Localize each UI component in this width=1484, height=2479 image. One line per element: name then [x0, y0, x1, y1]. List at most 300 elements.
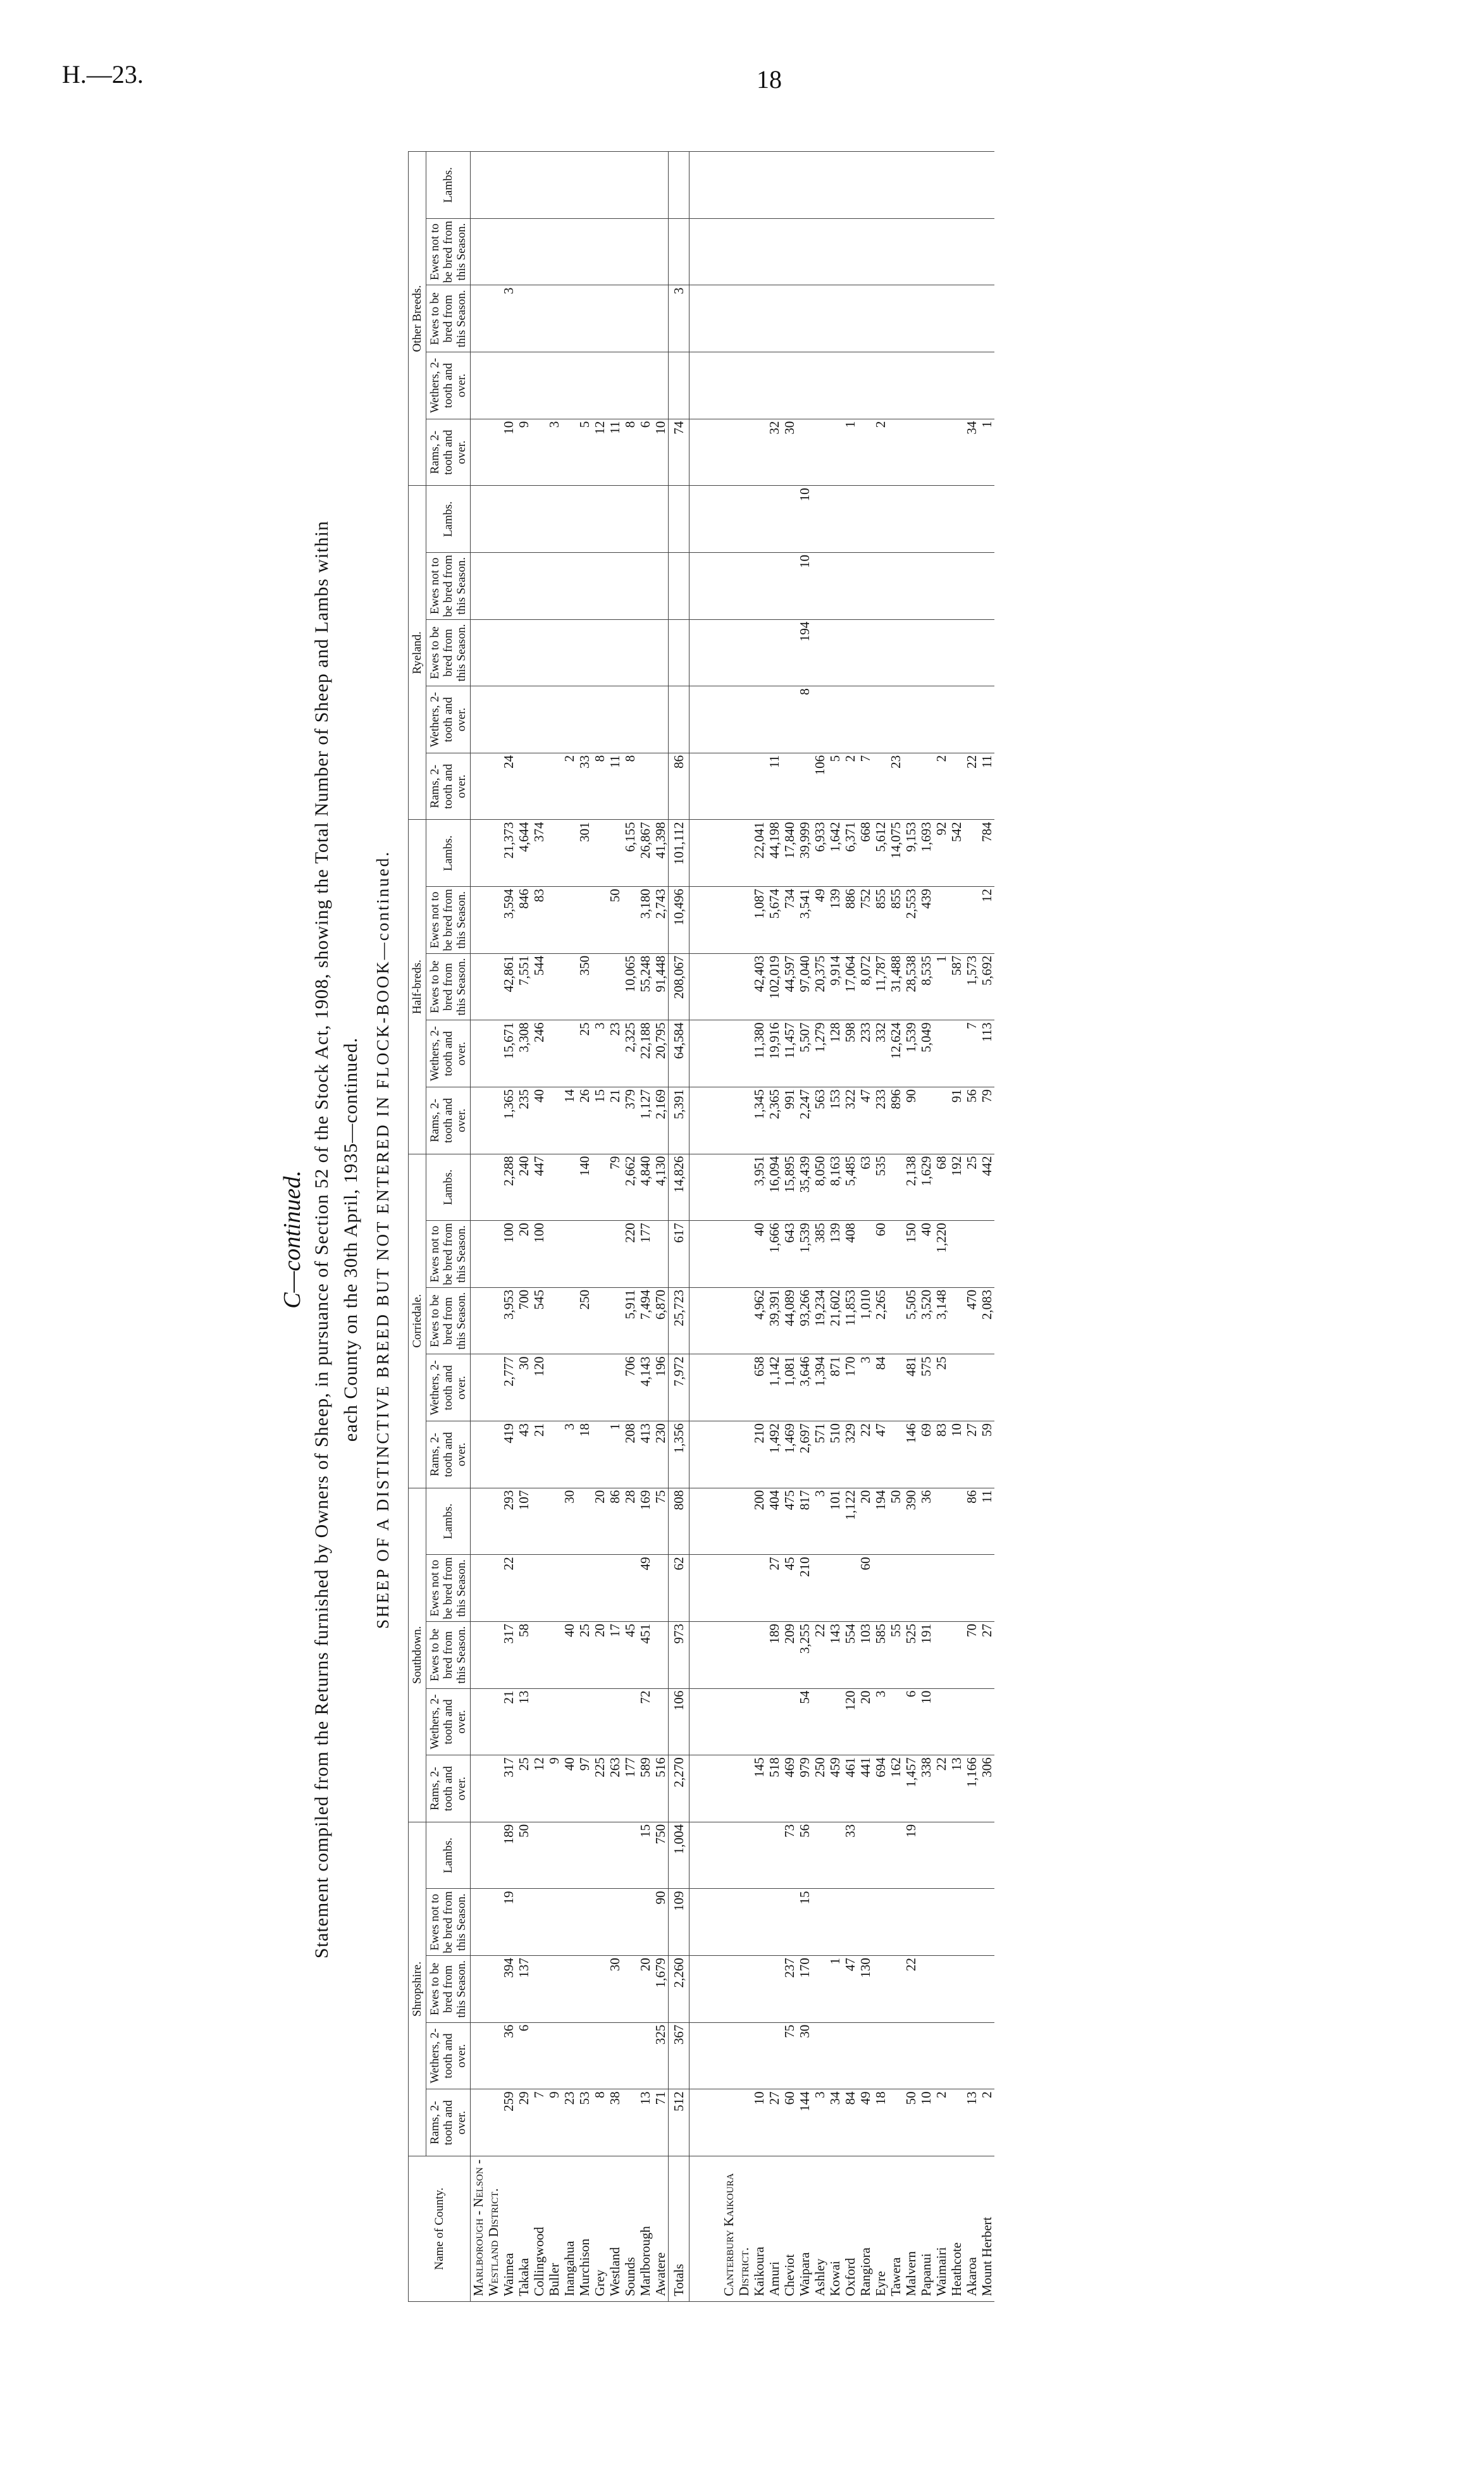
- cell-value: 14,826: [669, 1154, 689, 1221]
- cell-value: [888, 1956, 903, 2023]
- cell-value: 194: [797, 619, 812, 686]
- cell-value: [531, 1488, 547, 1555]
- county-row: [949, 152, 964, 2302]
- county-name: Kowai: [827, 2156, 843, 2302]
- cell-value: 30: [516, 1354, 531, 1421]
- cell-value: 44,089: [782, 1287, 797, 1354]
- cell-value: 49: [638, 1555, 653, 1622]
- cell-value: 15,671: [501, 1020, 516, 1087]
- cell-value: [531, 285, 547, 352]
- cell-value: [918, 1822, 934, 1889]
- cell-value: [607, 152, 622, 219]
- cell-value: 91,448: [653, 953, 668, 1020]
- cell-value: 585: [873, 1622, 888, 1689]
- cell-value: 210: [797, 1555, 812, 1622]
- cell-value: 26: [577, 1087, 592, 1154]
- cell-value: 64,584: [669, 1020, 689, 1087]
- cell-value: [751, 352, 767, 419]
- cell-value: [949, 2022, 964, 2089]
- cell-value: 1,345: [751, 1087, 767, 1154]
- cell-value: [949, 1020, 964, 1087]
- cell-value: 20: [516, 1221, 531, 1288]
- county-row: [531, 152, 547, 2302]
- cell-value: 100: [531, 1221, 547, 1288]
- cell-value: 6,371: [843, 820, 858, 887]
- cell-value: 2: [934, 2089, 949, 2156]
- cell-value: [873, 218, 888, 285]
- cell-value: 54: [797, 1688, 812, 1755]
- cell-value: 9: [516, 419, 531, 486]
- cell-value: [812, 486, 827, 553]
- cell-value: 2: [843, 753, 858, 820]
- cell-value: [903, 352, 918, 419]
- cell-value: 86: [964, 1488, 979, 1555]
- cell-value: [607, 285, 622, 352]
- cell-value: [653, 619, 668, 686]
- cell-value: [918, 486, 934, 553]
- county-name: Sounds: [622, 2156, 638, 2302]
- cell-value: [964, 1822, 979, 1889]
- cell-value: 10,496: [669, 887, 689, 954]
- cell-value: 209: [782, 1622, 797, 1689]
- cell-value: [751, 419, 767, 486]
- cell-value: [812, 619, 827, 686]
- cell-value: [592, 218, 607, 285]
- cell-value: [964, 1555, 979, 1622]
- cell-value: 24: [501, 753, 516, 820]
- cell-value: 42,403: [751, 953, 767, 1020]
- table-subheading: SHEEP OF A DISTINCTIVE BREED BUT NOT ENTERED IN FLOCK-BOOK—continued.: [373, 850, 392, 1629]
- cell-value: [964, 1354, 979, 1421]
- cell-value: 1,279: [812, 1020, 827, 1087]
- cell-value: 439: [918, 887, 934, 954]
- cell-value: 2,169: [653, 1087, 668, 1154]
- cell-value: [934, 1555, 949, 1622]
- cell-value: [547, 887, 562, 954]
- cell-value: [797, 419, 812, 486]
- cell-value: 75: [782, 2022, 797, 2089]
- breed-header: Other Breeds.: [409, 152, 426, 486]
- cell-value: [903, 753, 918, 820]
- cell-value: [767, 1889, 782, 1956]
- cell-value: [949, 1488, 964, 1555]
- cell-value: [964, 486, 979, 553]
- cell-value: [577, 1555, 592, 1622]
- cell-value: [547, 1956, 562, 2023]
- cell-value: [918, 419, 934, 486]
- cell-value: [964, 619, 979, 686]
- cell-value: [888, 352, 903, 419]
- cell-value: [873, 1822, 888, 1889]
- cell-value: 233: [858, 1020, 873, 1087]
- cell-value: [638, 352, 653, 419]
- cell-value: [888, 619, 903, 686]
- cell-value: 1,394: [812, 1354, 827, 1421]
- cell-value: 22,188: [638, 1020, 653, 1087]
- cell-value: 177: [622, 1755, 638, 1822]
- cell-value: [934, 1889, 949, 1956]
- cell-value: 700: [516, 1287, 531, 1354]
- cell-value: [934, 1956, 949, 2023]
- cell-value: [873, 553, 888, 620]
- cell-value: 120: [843, 1688, 858, 1755]
- cell-value: [843, 218, 858, 285]
- cell-value: 250: [812, 1755, 827, 1822]
- cell-value: [797, 352, 812, 419]
- cell-value: [858, 152, 873, 219]
- cell-value: [577, 1688, 592, 1755]
- page-reference: H.—23.: [62, 60, 144, 89]
- cell-value: 461: [843, 1755, 858, 1822]
- cell-value: [979, 1221, 994, 1288]
- cell-value: 3,594: [501, 887, 516, 954]
- cell-value: 44,597: [782, 953, 797, 1020]
- cell-value: [592, 686, 607, 753]
- cell-value: [873, 352, 888, 419]
- cell-value: [979, 352, 994, 419]
- cell-value: [531, 1688, 547, 1755]
- cell-value: [547, 486, 562, 553]
- county-row: [934, 152, 949, 2302]
- cell-value: [592, 1221, 607, 1288]
- cell-value: 404: [767, 1488, 782, 1555]
- cell-value: [858, 352, 873, 419]
- subcolumn-header: Ewes to be bred from this Season.: [426, 619, 471, 686]
- cell-value: 56: [797, 1822, 812, 1889]
- cell-value: [949, 1822, 964, 1889]
- subcolumn-header: Ewes not to be bred from this Season.: [426, 1555, 471, 1622]
- cell-value: 40: [562, 1622, 577, 1689]
- cell-value: [903, 1555, 918, 1622]
- cell-value: 27: [767, 2089, 782, 2156]
- cell-value: [592, 820, 607, 887]
- cell-value: [949, 1354, 964, 1421]
- cell-value: [607, 1555, 622, 1622]
- cell-value: 32: [767, 419, 782, 486]
- cell-value: 20: [592, 1622, 607, 1689]
- cell-value: 162: [888, 1755, 903, 1822]
- county-name: Kaikoura: [751, 2156, 767, 2302]
- cell-value: [812, 1688, 827, 1755]
- cell-value: 62: [669, 1555, 689, 1622]
- cell-value: [918, 152, 934, 219]
- cell-value: 8: [592, 2089, 607, 2156]
- cell-value: [622, 1688, 638, 1755]
- cell-value: 60: [858, 1555, 873, 1622]
- county-name: Papanui: [918, 2156, 934, 2302]
- cell-value: 59: [979, 1421, 994, 1488]
- cell-value: 3: [812, 1488, 827, 1555]
- cell-value: [562, 152, 577, 219]
- cell-value: [607, 953, 622, 1020]
- cell-value: 25: [934, 1354, 949, 1421]
- page-number: 18: [757, 65, 782, 94]
- cell-value: [531, 1822, 547, 1889]
- cell-value: [751, 1555, 767, 1622]
- county-name: Mount Herbert: [979, 2156, 994, 2302]
- cell-value: [638, 2022, 653, 2089]
- cell-value: [622, 486, 638, 553]
- cell-value: 44,198: [767, 820, 782, 887]
- cell-value: 30: [607, 1956, 622, 2023]
- cell-value: [547, 1822, 562, 1889]
- cell-value: [918, 2022, 934, 2089]
- cell-value: 2: [562, 753, 577, 820]
- cell-value: 144: [797, 2089, 812, 2156]
- subcolumn-header: Lambs.: [426, 486, 471, 553]
- cell-value: 306: [979, 1755, 994, 1822]
- cell-value: 3: [592, 1020, 607, 1087]
- cell-value: [934, 1020, 949, 1087]
- cell-value: 8,072: [858, 953, 873, 1020]
- subcolumn-header: Wethers, 2-tooth and over.: [426, 352, 471, 419]
- cell-value: [934, 686, 949, 753]
- cell-value: 106: [669, 1688, 689, 1755]
- cell-value: [858, 419, 873, 486]
- cell-value: 83: [531, 887, 547, 954]
- cell-value: 106: [812, 753, 827, 820]
- cell-value: [827, 686, 843, 753]
- cell-value: [812, 218, 827, 285]
- cell-value: 20: [592, 1488, 607, 1555]
- cell-value: 22: [964, 753, 979, 820]
- cell-value: [934, 352, 949, 419]
- county-row: [873, 152, 888, 2302]
- county-row: [782, 152, 797, 2302]
- cell-value: [827, 1889, 843, 1956]
- cell-value: 113: [979, 1020, 994, 1087]
- district-title: Marlborough - Nelson - Westland District.: [471, 2156, 502, 2302]
- cell-value: [531, 2022, 547, 2089]
- cell-value: [501, 619, 516, 686]
- cell-value: 896: [888, 1087, 903, 1154]
- cell-value: [812, 1889, 827, 1956]
- county-row: [501, 152, 516, 2302]
- district-title: Canterbury Kaikoura District.: [721, 2156, 751, 2302]
- cell-value: 1: [979, 419, 994, 486]
- county-row: [592, 152, 607, 2302]
- cell-value: [873, 1889, 888, 1956]
- cell-value: [669, 553, 689, 620]
- cell-value: [782, 686, 797, 753]
- cell-value: 9: [547, 1755, 562, 1822]
- cell-value: 28: [622, 1488, 638, 1555]
- breed-header: Half-breds.: [409, 820, 426, 1154]
- cell-value: [592, 1889, 607, 1956]
- cell-value: [858, 2022, 873, 2089]
- cell-value: [653, 352, 668, 419]
- cell-value: [577, 285, 592, 352]
- cell-value: 475: [782, 1488, 797, 1555]
- cell-value: 17: [607, 1622, 622, 1689]
- cell-value: [903, 2022, 918, 2089]
- cell-value: 4,840: [638, 1154, 653, 1221]
- cell-value: 60: [873, 1221, 888, 1288]
- cell-value: 542: [949, 820, 964, 887]
- cell-value: [653, 152, 668, 219]
- cell-value: 263: [607, 1755, 622, 1822]
- cell-value: 9,914: [827, 953, 843, 1020]
- cell-value: 14: [562, 1087, 577, 1154]
- cell-value: [964, 1688, 979, 1755]
- cell-value: [592, 1555, 607, 1622]
- cell-value: 379: [622, 1087, 638, 1154]
- cell-value: [812, 352, 827, 419]
- cell-value: [888, 1688, 903, 1755]
- cell-value: [918, 553, 934, 620]
- cell-value: 5,692: [979, 953, 994, 1020]
- cell-value: [607, 218, 622, 285]
- county-name: Totals: [669, 2156, 689, 2302]
- cell-value: [592, 152, 607, 219]
- cell-value: [577, 152, 592, 219]
- cell-value: [918, 218, 934, 285]
- cell-value: 34: [827, 2089, 843, 2156]
- cell-value: [547, 1154, 562, 1221]
- cell-value: 1,004: [669, 1822, 689, 1889]
- subcolumn-header: Rams, 2-tooth and over.: [426, 1421, 471, 1488]
- cell-value: [577, 1354, 592, 1421]
- cell-value: [964, 553, 979, 620]
- cell-value: [782, 753, 797, 820]
- cell-value: 50: [903, 2089, 918, 2156]
- cell-value: 210: [751, 1421, 767, 1488]
- cell-value: 10: [797, 553, 812, 620]
- cell-value: 5,505: [903, 1287, 918, 1354]
- cell-value: [812, 686, 827, 753]
- cell-value: 30: [562, 1488, 577, 1555]
- cell-value: 139: [827, 887, 843, 954]
- cell-value: 153: [827, 1087, 843, 1154]
- cell-value: 19,234: [812, 1287, 827, 1354]
- cell-value: [751, 486, 767, 553]
- cell-value: 2,365: [767, 1087, 782, 1154]
- cell-value: 27: [767, 1555, 782, 1622]
- cell-value: [562, 1555, 577, 1622]
- cell-value: 177: [638, 1221, 653, 1288]
- cell-value: 75: [653, 1488, 668, 1555]
- cell-value: [843, 285, 858, 352]
- cell-value: 469: [782, 1755, 797, 1822]
- cell-value: 102,019: [767, 953, 782, 1020]
- county-row: [888, 152, 903, 2302]
- cell-value: 7,972: [669, 1354, 689, 1421]
- cell-value: 23: [888, 753, 903, 820]
- cell-value: [638, 1889, 653, 1956]
- cell-value: [767, 285, 782, 352]
- cell-value: [653, 1221, 668, 1288]
- cell-value: 35,439: [797, 1154, 812, 1221]
- cell-value: 886: [843, 887, 858, 954]
- cell-value: [592, 486, 607, 553]
- cell-value: 33: [843, 1822, 858, 1889]
- cell-value: [751, 1956, 767, 2023]
- cell-value: [577, 1889, 592, 1956]
- cell-value: 750: [653, 1822, 668, 1889]
- county-row: [577, 152, 592, 2302]
- cell-value: 36: [918, 1488, 934, 1555]
- cell-value: 140: [577, 1154, 592, 1221]
- cell-value: [751, 753, 767, 820]
- cell-value: 192: [949, 1154, 964, 1221]
- county-name: Oxford: [843, 2156, 858, 2302]
- cell-value: 5,674: [767, 887, 782, 954]
- cell-value: [888, 152, 903, 219]
- cell-value: [949, 1956, 964, 2023]
- cell-value: [918, 1889, 934, 1956]
- cell-value: [638, 486, 653, 553]
- county-row: [843, 152, 858, 2302]
- cell-value: 5: [577, 419, 592, 486]
- subcolumn-header: Ewes not to be bred from this Season.: [426, 887, 471, 954]
- cell-value: 808: [669, 1488, 689, 1555]
- county-row: [964, 152, 979, 2302]
- cell-value: 855: [888, 887, 903, 954]
- cell-value: [918, 1555, 934, 1622]
- cell-value: 50: [888, 1488, 903, 1555]
- cell-value: [888, 419, 903, 486]
- cell-value: 21,373: [501, 820, 516, 887]
- breed-header: Shropshire.: [409, 1822, 426, 2156]
- spacer-row: [689, 152, 722, 2302]
- cell-value: 139: [827, 1221, 843, 1288]
- continued-heading: C—continued.: [279, 1170, 306, 1309]
- cell-value: [562, 1956, 577, 2023]
- cell-value: [531, 753, 547, 820]
- cell-value: 5,485: [843, 1154, 858, 1221]
- cell-value: [964, 820, 979, 887]
- cell-value: [949, 285, 964, 352]
- cell-value: [918, 753, 934, 820]
- cell-value: 322: [843, 1087, 858, 1154]
- cell-value: 1,539: [797, 1221, 812, 1288]
- cell-value: 5,612: [873, 820, 888, 887]
- district-title-row: [471, 152, 502, 2302]
- cell-value: 317: [501, 1755, 516, 1822]
- cell-value: [501, 218, 516, 285]
- cell-value: 3: [562, 1421, 577, 1488]
- cell-value: 22: [812, 1622, 827, 1689]
- county-name: Awatere: [653, 2156, 668, 2302]
- cell-value: [547, 686, 562, 753]
- cell-value: 1,356: [669, 1421, 689, 1488]
- cell-value: 90: [903, 1087, 918, 1154]
- cell-value: [888, 218, 903, 285]
- cell-value: 11,787: [873, 953, 888, 1020]
- cell-value: 15: [638, 1822, 653, 1889]
- county-row: [903, 152, 918, 2302]
- county-row: [607, 152, 622, 2302]
- cell-value: 1,642: [827, 820, 843, 887]
- cell-value: [979, 1555, 994, 1622]
- cell-value: [562, 1154, 577, 1221]
- cell-value: 12: [531, 1755, 547, 1822]
- county-name: Westland: [607, 2156, 622, 2302]
- cell-value: [782, 619, 797, 686]
- county-name: Tawera: [888, 2156, 903, 2302]
- cell-value: [607, 486, 622, 553]
- cell-value: [858, 218, 873, 285]
- cell-value: [592, 619, 607, 686]
- cell-value: [531, 486, 547, 553]
- cell-value: [858, 1221, 873, 1288]
- cell-value: 10: [918, 2089, 934, 2156]
- cell-value: 2: [934, 753, 949, 820]
- cell-value: 25: [577, 1622, 592, 1689]
- cell-value: 70: [964, 1622, 979, 1689]
- cell-value: 6: [903, 1688, 918, 1755]
- county-name: Rangiora: [858, 2156, 873, 2302]
